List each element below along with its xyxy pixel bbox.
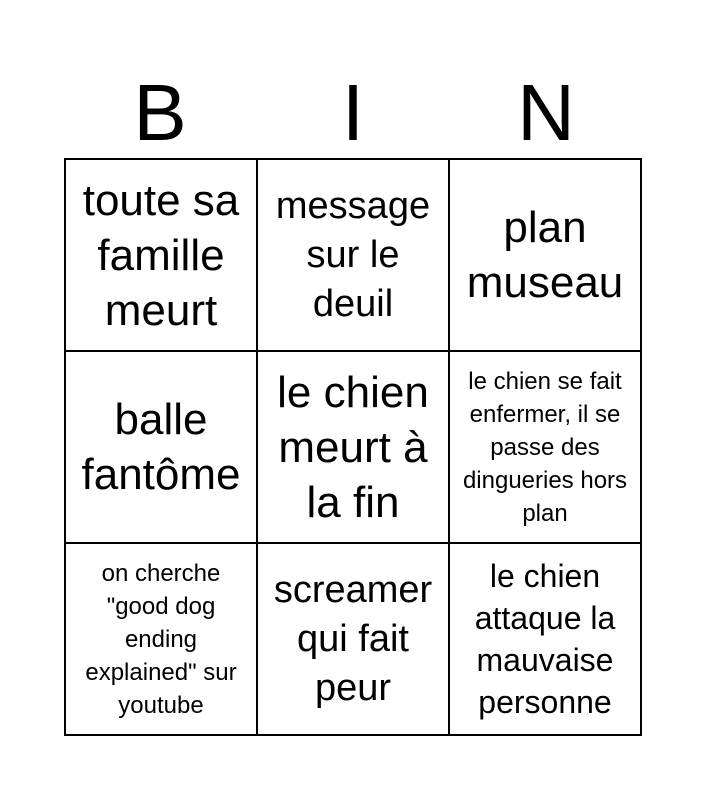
- bingo-cell[interactable]: [450, 544, 642, 736]
- cell-text: on cherche "good dog ending explained" sur youtube: [85, 559, 237, 719]
- bingo-cell[interactable]: [258, 544, 450, 736]
- bingo-cell[interactable]: [66, 544, 258, 736]
- header-letter-b: B: [133, 68, 187, 157]
- cell-text: toute sa famille meurt: [82, 175, 240, 335]
- header-letter-n: N: [517, 68, 575, 157]
- bingo-cell[interactable]: [66, 160, 258, 352]
- bingo-cell[interactable]: [258, 352, 450, 544]
- cell-text: screamer qui fait peur: [273, 568, 433, 709]
- bingo-cell[interactable]: [66, 352, 258, 544]
- bingo-cell[interactable]: [258, 160, 450, 352]
- cell-text: plan museau: [466, 203, 624, 307]
- cell-text: message sur le deuil: [275, 184, 431, 325]
- bingo-cell[interactable]: [450, 160, 642, 352]
- cell-text: le chien meurt à la fin: [277, 367, 429, 527]
- cell-text: balle fantôme: [81, 395, 241, 499]
- bingo-grid: [64, 158, 642, 736]
- bingo-cell[interactable]: [450, 352, 642, 544]
- header-letter-i: I: [341, 68, 365, 157]
- cell-text: le chien se fait enfermer, il se passe des dingueries hors plan: [462, 367, 628, 527]
- bingo-header: [64, 68, 642, 158]
- cell-text: le chien attaque la mauvaise personne: [474, 558, 616, 720]
